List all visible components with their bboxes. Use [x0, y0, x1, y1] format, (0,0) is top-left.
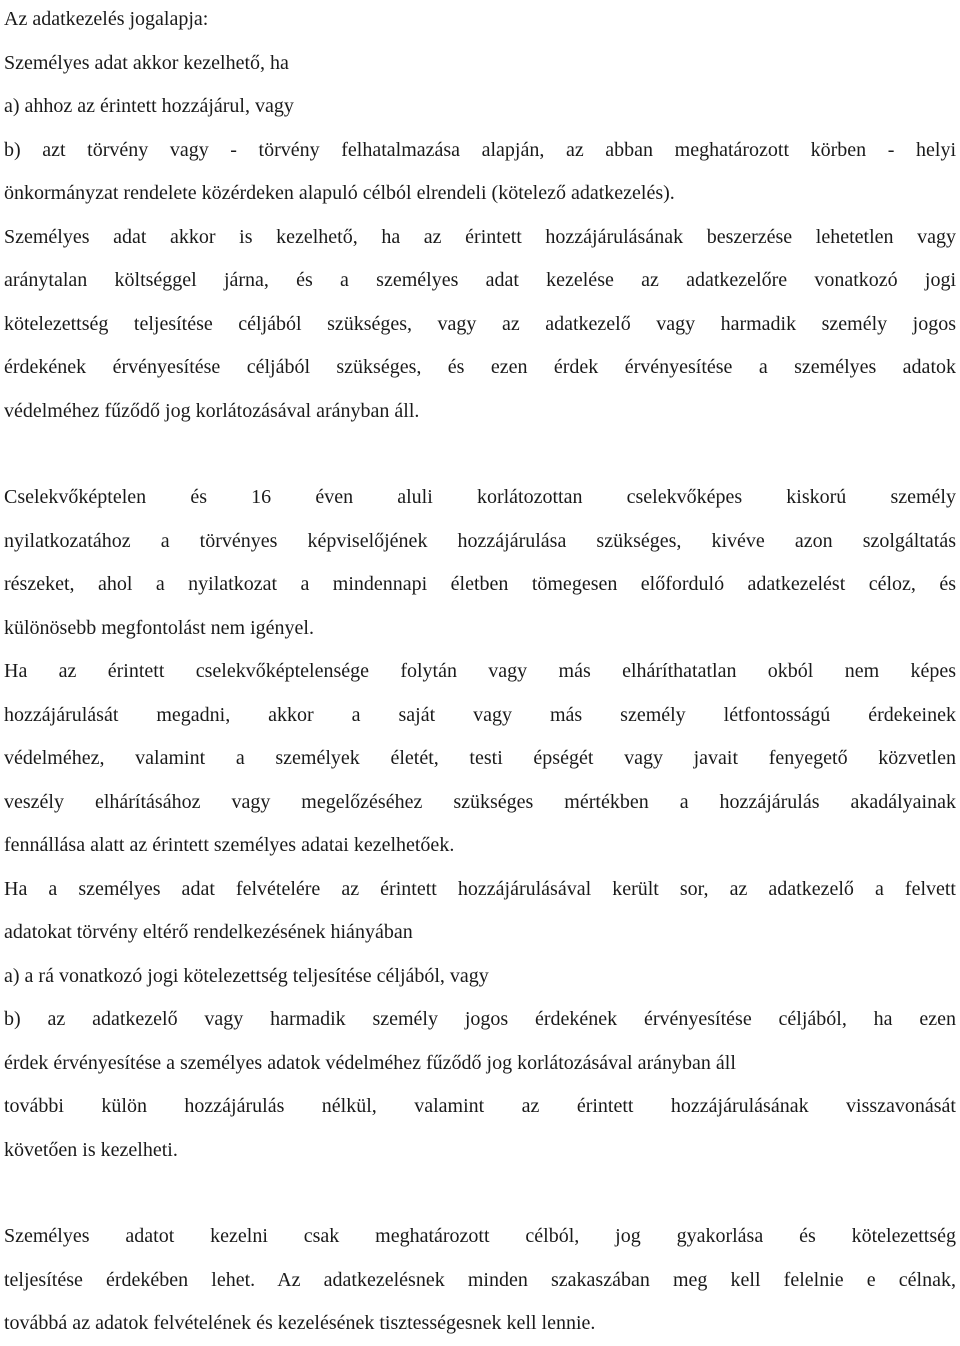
text-line: érdek érvényesítése a személyes adatok védelméhez fűződő jog korlátozásával arányban áll: [4, 1051, 736, 1074]
text-line: aránytalan költséggel járna, és a személyes adat kezelése az adatkezelőre vonatkozó jogi: [4, 269, 956, 291]
text-line: önkormányzat rendelete közérdeken alapuló célból elrendeli (kötelező adatkezelés).: [4, 182, 675, 204]
text-line: a) a rá vonatkozó jogi kötelezettség teljesítése céljából, vagy: [4, 964, 489, 987]
section-legal-basis: [4, 0, 956, 433]
text-line: védelméhez fűződő jog korlátozásával arányban áll.: [4, 399, 420, 422]
text-line: a) ahhoz az érintett hozzájárul, vagy: [4, 95, 294, 117]
text-line: veszély elhárításához vagy megelőzéséhez szükséges mértékben a hozzájárulás akadályainak: [4, 790, 956, 813]
text-line: nyilatkozatához a törvényes képviselőjének hozzájárulása szükséges, kivéve azon szolgáltatás: [4, 529, 956, 552]
text-line: érdekének érvényesítése céljából szükséges, és ezen érdek érvényesítése a személyes adatok: [4, 356, 956, 378]
text-line: további külön hozzájárulás nélkül, valamint az érintett hozzájárulásának visszavonását: [4, 1095, 956, 1117]
section-purpose-limitation: [4, 1215, 956, 1346]
paragraph-gap: [4, 433, 956, 476]
text-line: Személyes adatot kezelni csak meghatározott célból, jog gyakorlása és kötelezettség: [4, 1225, 956, 1247]
text-line: teljesítése érdekében lehet. Az adatkezelésnek minden szakaszában meg kell felelnie e célnak,: [4, 1268, 956, 1291]
text-line: fennállása alatt az érintett személyes adatai kezelhetőek.: [4, 834, 455, 856]
text-line: Az adatkezelés jogalapja:: [4, 8, 209, 30]
text-line: adatokat törvény eltérő rendelkezésének hiányában: [4, 921, 413, 943]
text-line: b) az adatkezelő vagy harmadik személy jogos érdekének érvényesítése céljából, ha ezen: [4, 1008, 956, 1030]
text-line: továbbá az adatok felvételének és kezelésének tisztességesnek kell lennie.: [4, 1312, 596, 1334]
text-line: követően is kezelheti.: [4, 1138, 178, 1161]
text-line: Ha az érintett cselekvőképtelensége folytán vagy más elháríthatatlan okból nem képes: [4, 660, 956, 682]
document-page: [4, 0, 956, 1346]
section-minors-consent: [4, 476, 956, 1172]
text-line: hozzájárulását megadni, akkor a saját vagy más személy létfontosságú érdekeinek: [4, 703, 956, 726]
text-line: védelméhez, valamint a személyek életét, testi épségét vagy javait fenyegető közvetlen: [4, 747, 956, 769]
text-line: különösebb megfontolást nem igényel.: [4, 616, 314, 639]
text-line: kötelezettség teljesítése céljából szükséges, vagy az adatkezelő vagy harmadik személy jogos: [4, 312, 956, 335]
paragraph-gap: [4, 1172, 956, 1215]
text-line: Ha a személyes adat felvételére az érintett hozzájárulásával került sor, az adatkezelő a felvett: [4, 877, 956, 900]
text-line: Személyes adat akkor is kezelhető, ha az érintett hozzájárulásának beszerzése lehetetlen vagy: [4, 225, 956, 248]
text-line: Személyes adat akkor kezelhető, ha: [4, 51, 289, 74]
text-line: b) azt törvény vagy - törvény felhatalmazása alapján, az abban meghatározott körben - helyi: [4, 138, 956, 161]
text-line: Cselekvőképtelen és 16 éven aluli korlátozottan cselekvőképes kiskorú személy: [4, 486, 956, 508]
text-line: részeket, ahol a nyilatkozat a mindennapi életben tömegesen előforduló adatkezelést céloz, és: [4, 573, 956, 595]
